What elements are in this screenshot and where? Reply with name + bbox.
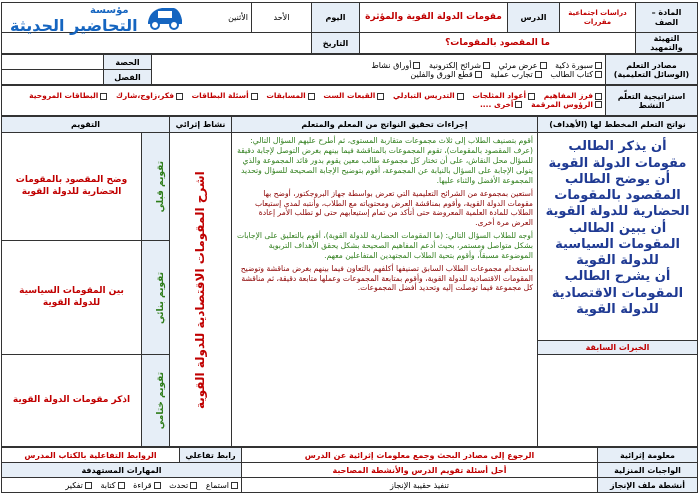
- footer-table: [1, 447, 698, 493]
- resources-table: [1, 54, 698, 85]
- logo-name: التحاضير الحديثة: [10, 16, 138, 35]
- checkbox-icon[interactable]: [377, 93, 384, 100]
- enrich-label: معلومة إثرائية: [598, 448, 698, 463]
- checkbox-icon[interactable]: [528, 93, 535, 100]
- strategies-list: [2, 86, 606, 116]
- checkbox-icon[interactable]: [154, 482, 161, 489]
- procedures-header: إجراءات تحقيق النواتج من المعلم والمتعلم: [232, 117, 538, 133]
- homework-label: الواجبات المنزلية: [598, 463, 698, 478]
- checkbox-icon[interactable]: [118, 482, 125, 489]
- eval-type: تقويم قبلي: [155, 161, 166, 213]
- eval-question: بين المقومات السياسية للدولة القوية: [2, 241, 142, 355]
- checkbox-icon[interactable]: [515, 101, 522, 108]
- resource-option[interactable]: أوراق نشاط: [371, 61, 420, 70]
- eval-type-cell: [142, 355, 170, 447]
- checkbox-icon[interactable]: [483, 62, 490, 69]
- checkbox-icon[interactable]: [85, 482, 92, 489]
- date-label: التاريخ: [312, 33, 360, 54]
- strategy-option[interactable]: الرؤوس المرقمة: [531, 101, 602, 110]
- eval-type: تقويم بنائي: [155, 271, 166, 324]
- checkbox-icon[interactable]: [595, 71, 602, 78]
- skills-label: المهارات المستهدفة: [2, 463, 242, 478]
- logo-prefix: مؤسسة: [90, 5, 129, 16]
- checkbox-icon[interactable]: [176, 93, 183, 100]
- eval-type: تقويم ختامي: [155, 372, 166, 430]
- outcome-item: أن يبين الطالب المقومات السياسية للدولة القوية: [555, 220, 680, 269]
- strategies-table: [1, 85, 698, 116]
- checkbox-icon[interactable]: [540, 62, 547, 69]
- activity-header: نشاط إثرائي: [170, 117, 232, 133]
- outcomes-header: نواتج التعلم المخطط لها (الأهداف): [538, 117, 698, 133]
- checkbox-icon[interactable]: [231, 482, 238, 489]
- eval-type-cell: [142, 241, 170, 355]
- lesson-value: مقومات الدولة القوية والمؤثرة: [360, 3, 508, 33]
- resource-option[interactable]: قطع الورق والفلين: [410, 70, 481, 79]
- outcome-item: أن يذكر الطالب مقومات الدولة القوية: [548, 139, 687, 171]
- checkbox-icon[interactable]: [535, 71, 542, 78]
- checkbox-icon[interactable]: [595, 101, 602, 108]
- skills-list: [2, 478, 242, 493]
- strategy-option[interactable]: فرز المفاهيم: [544, 92, 602, 101]
- checkbox-icon[interactable]: [413, 62, 420, 69]
- strategies-label: استراتيجية التعلّم النشط: [606, 86, 698, 116]
- checkbox-icon[interactable]: [475, 71, 482, 78]
- eval-type-cell: [142, 133, 170, 241]
- checkbox-icon[interactable]: [251, 93, 258, 100]
- activity-cell: [170, 133, 232, 447]
- links-value: الروابط التفاعلية بالكتاب المدرس: [2, 448, 180, 463]
- strategy-option[interactable]: فكر،زاوج،شارك: [116, 92, 183, 101]
- main-table: [1, 116, 698, 447]
- evaluation-header: التقويم: [2, 117, 170, 133]
- resource-option[interactable]: عرض مرئي: [499, 61, 547, 70]
- resources-label: مصادر التعلم (الوسائل التعليمية): [606, 55, 698, 85]
- checkbox-icon[interactable]: [595, 93, 602, 100]
- checkbox-icon[interactable]: [595, 62, 602, 69]
- resource-option[interactable]: شرائح إلكترونية: [429, 61, 490, 70]
- strategy-option[interactable]: أخرى ....: [480, 101, 523, 110]
- class-value: [2, 70, 104, 85]
- enrich-value: الرجوع إلى مصادر البحث وجمع معلومات إثرائية عن الدرس: [242, 448, 598, 463]
- procedure-step: باستخدام مجموعات الطلاب السابق تصنيفها أكلفهم بالتعاون فيما بينهم بغرض مناقشة وتوضيح المقومات الاقتصادية للدولة القوية، وأقوم بمتابعة المجموعات وعملها متابعة دقيقة، ثم مناقشة كل مجموعة فيما توصلت إليه وتحديد أفضل المجموعات.: [240, 263, 533, 293]
- subject-value: دراسات اجتماعية مقررات: [560, 3, 636, 33]
- skill-option[interactable]: تحدث: [169, 481, 197, 490]
- activity-text: اشرح المقومات الاقتصادية للدولة القوية: [192, 170, 207, 409]
- intro-label: التهيئة والتمهيد: [636, 33, 698, 54]
- outcomes-cell: [538, 133, 698, 341]
- period-label: الحصة: [104, 55, 152, 70]
- homework-value: أحل أسئلة تقويم الدرس والأنشطة المصاحبة: [242, 463, 598, 478]
- period-value: [2, 55, 104, 70]
- resource-option[interactable]: تجارب عملية: [490, 70, 542, 79]
- resource-option[interactable]: كتاب الطالب: [550, 70, 602, 79]
- achievement-label: أنشطة ملف الإنجاز: [598, 478, 698, 493]
- intro-value: ما المقصود بالمقومات؟: [360, 33, 636, 54]
- checkbox-icon[interactable]: [308, 93, 315, 100]
- checkbox-icon[interactable]: [457, 93, 464, 100]
- day-value: الأحد: [252, 3, 312, 33]
- skill-option[interactable]: استماع: [206, 481, 238, 490]
- procedure-step: أقوم بتصنيف الطلاب إلى ثلاث مجموعات متقاربة المستوى، ثم أطرح عليهم السؤال التالي: (عرف المقصود بالمقومات)، تقوم المجموعات بالمناقشة فيما بينهم بغرض التوصل لإجابة دقيقة للسؤال محل النقاش، على أن تختار كل مجموعة طالب معين يقوم بدور قائد المجموعة والذي يتولى الإجابة على السؤال بالنيابة عن المجموعة، أقوم بتوضيح الإجابة الصحيحة للسؤال وتحديد المجموعة الأفضل والثناء عليها.: [237, 136, 533, 185]
- skill-option[interactable]: تفكير: [65, 481, 92, 490]
- skill-option[interactable]: كتابة: [100, 481, 124, 490]
- procedures-cell: [232, 133, 538, 447]
- strategy-option[interactable]: التدريس التبادلي: [393, 92, 464, 101]
- strategy-option[interactable]: أسئلة البطاقات: [192, 92, 258, 101]
- strategy-option[interactable]: أعواد المثلجات: [472, 92, 535, 101]
- car-logo-icon: [144, 2, 184, 32]
- checkbox-icon[interactable]: [190, 482, 197, 489]
- skill-option[interactable]: قراءة: [133, 481, 160, 490]
- eval-question: اذكر مقومات الدولة القوية: [2, 355, 142, 447]
- checkbox-icon[interactable]: [100, 93, 107, 100]
- procedure-step: أوجه للطلاب السؤال التالي: (ما المقومات الحضارية للدولة القوية)، أقوم بالتعليق على الإجابات بشكل متواصل ومستمر، بحيث أدعم المفاهيم الصحيحة بشكل يحقق الأهداف التربوية الموضوعة مسبقاً، وأقوم بتحية الطلاب المجتهدين المتفاعلين معهم.: [236, 231, 533, 260]
- strategy-option[interactable]: البطاقات المروحية: [29, 92, 107, 101]
- subject-label: المادة – الصف: [636, 3, 698, 33]
- day-label: اليوم: [312, 3, 360, 33]
- outcome-item: أن يشرح الطالب المقومات الاقتصادية للدولة القوية: [551, 269, 684, 317]
- procedure-step: أستعين بمجموعة من الشرائح التعليمية التي تعرض بواسطة جهاز البروجكتور، أوضح بها مقومات الدولة القوية، وأقوم بمناقشة العرض ومحتوياته مع الطلاب، وأنتبه لمدى إستيعاب الطلاب للمادة العلمية المعروضة حتى أتأكد من تمام إستيعابهم حتى لو تطلب الأمر إعادة العرض مرة أخرى.: [255, 188, 533, 228]
- resources-list: [152, 55, 606, 85]
- prior-value: [538, 355, 698, 447]
- outcome-item: أن يوضح الطالب المقصود بالمقومات الحضارية للدولة القوية: [545, 171, 690, 220]
- resource-option[interactable]: سبورة ذكية: [555, 61, 602, 70]
- links-label: رابط تفاعلي: [180, 448, 242, 463]
- lesson-plan-page: [2, 2, 698, 498]
- prior-label: الخبرات السابقة: [538, 341, 698, 355]
- class-label: الفصل: [104, 70, 152, 85]
- achievement-value: تنفيذ حقيبة الإنجاز: [242, 478, 598, 493]
- day-value-2: الأثنين: [228, 12, 248, 22]
- eval-question: وضح المقصود بالمقومات الحضارية للدولة القوية: [2, 133, 142, 241]
- strategy-option[interactable]: القبعات الست: [323, 92, 384, 101]
- strategy-option[interactable]: المسابقات: [266, 92, 314, 101]
- lesson-label: الدرس: [508, 3, 560, 33]
- brand-logo: [4, 2, 184, 44]
